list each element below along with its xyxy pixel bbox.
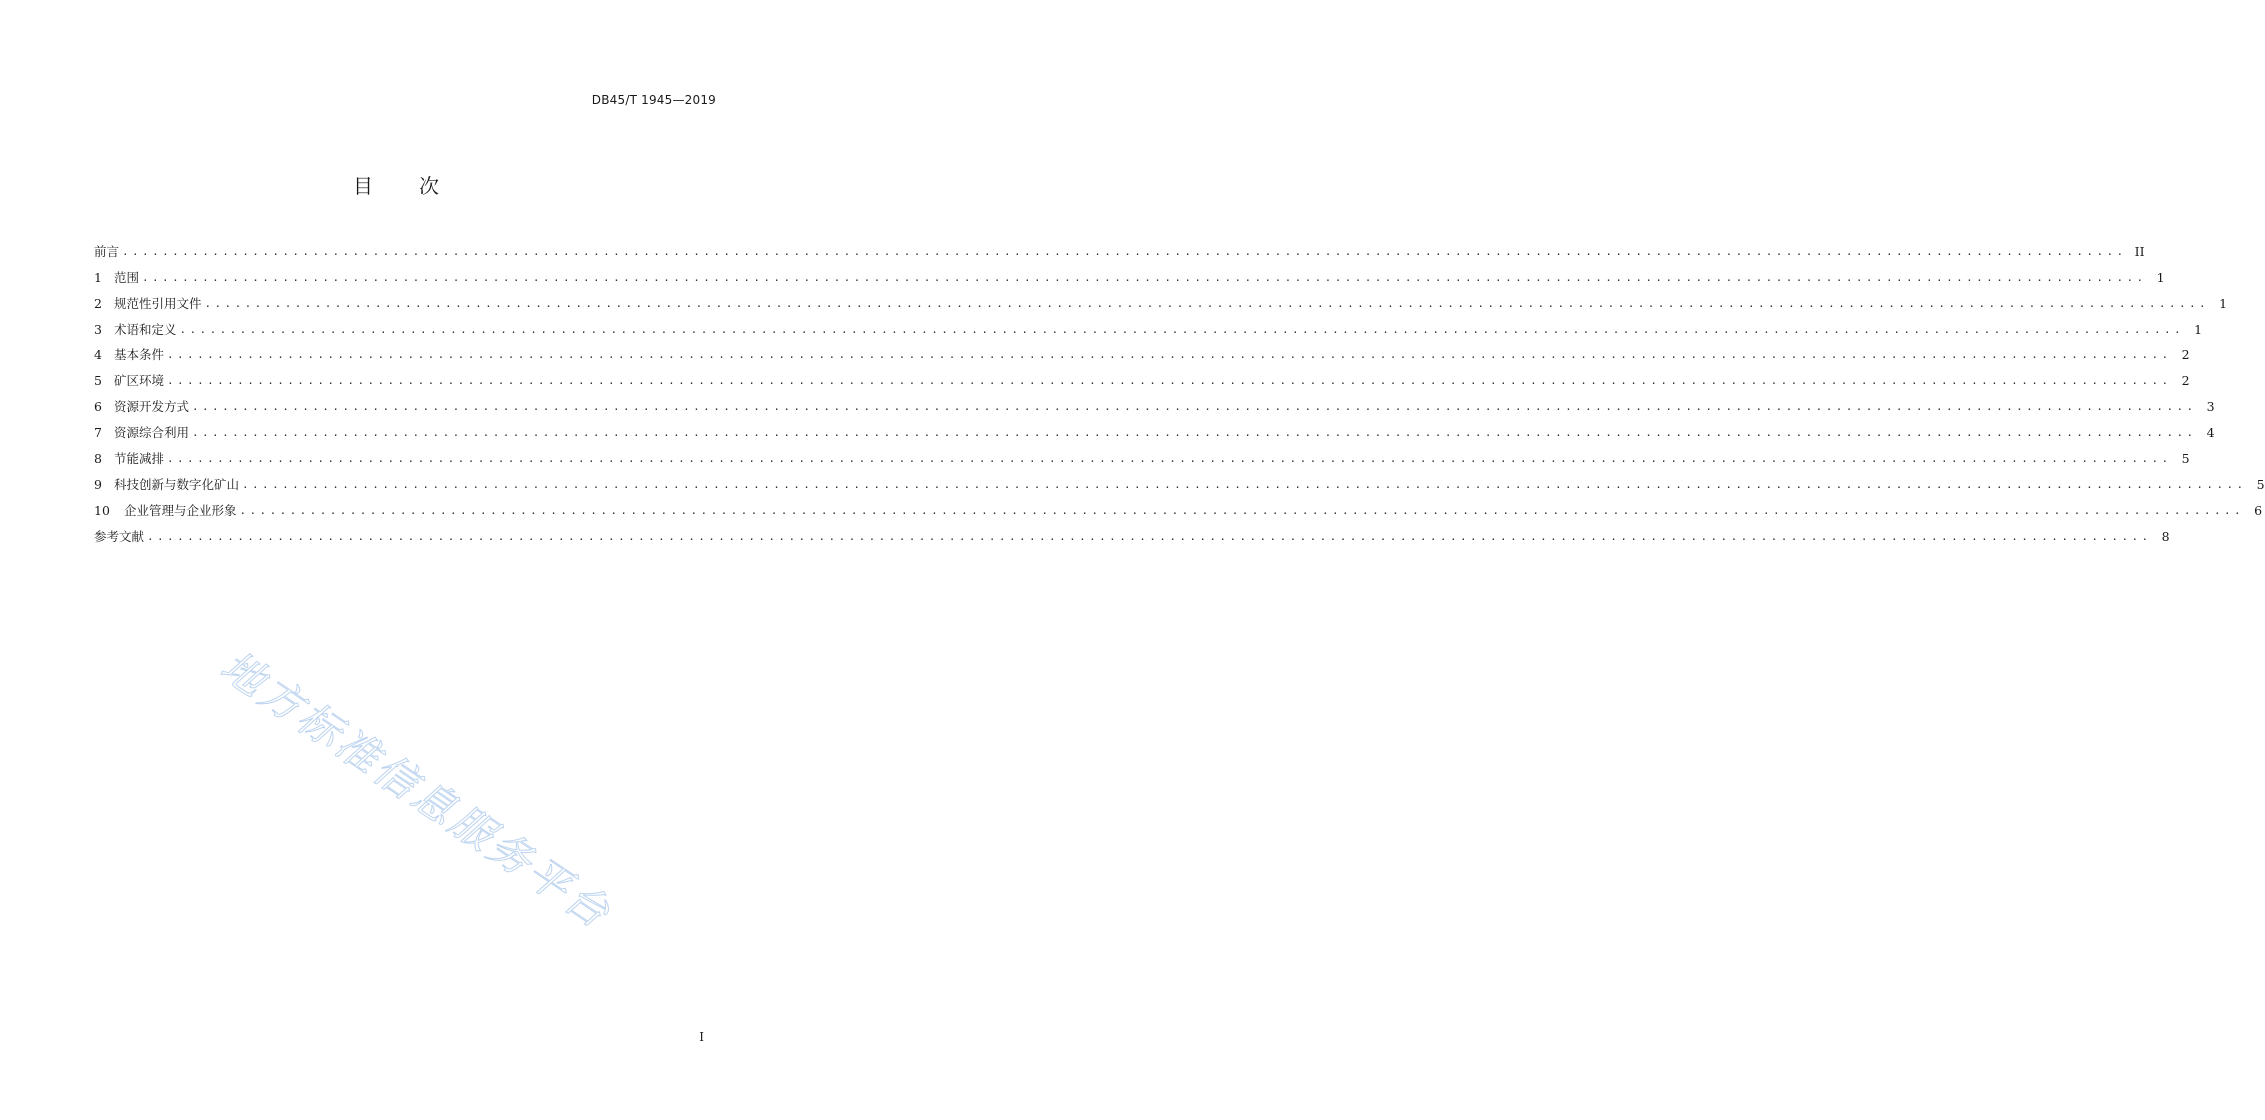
toc-entry-2[interactable] <box>94 288 2228 314</box>
toc-entry-label: 术语和定义 <box>114 321 177 337</box>
page-number: I <box>699 1030 704 1044</box>
toc-leader-dots: ........................................................................................................................................................................................................ <box>239 503 2245 517</box>
toc-entry-label: 企业管理与企业形象 <box>124 502 237 518</box>
toc-entry-page: 5 <box>2256 476 2265 492</box>
toc-entry-3[interactable] <box>94 314 2203 340</box>
toc-entry-5[interactable] <box>94 365 2190 391</box>
toc-entry-number: 2 <box>94 295 102 311</box>
toc-entry-number: 5 <box>94 373 102 389</box>
toc-entry-page: II <box>2134 243 2145 259</box>
toc-entry-label: 范围 <box>114 269 140 285</box>
toc-entry-page: 6 <box>2254 502 2263 518</box>
toc-leader-dots: ........................................................................................................................................................................................................ <box>142 270 2147 284</box>
toc-entry-8[interactable] <box>94 443 2190 469</box>
toc-entry-6[interactable] <box>94 391 2215 417</box>
toc-entry-page: 1 <box>2219 295 2228 311</box>
toc-entry-number: 9 <box>94 476 102 492</box>
document-code: DB45/T 1945—2019 <box>591 93 716 107</box>
toc-leader-dots: ........................................................................................................................................................................................................ <box>147 529 2152 543</box>
toc-entry-label: 规范性引用文件 <box>114 295 202 311</box>
toc-entry-number: 3 <box>94 321 102 337</box>
toc-entry-foreword[interactable] <box>94 236 2145 262</box>
toc-leader-dots: ........................................................................................................................................................................................................ <box>167 452 2172 466</box>
toc-entry-references[interactable] <box>94 521 2170 547</box>
toc-entry-page: 4 <box>2206 425 2215 441</box>
toc-entry-page: 2 <box>2181 373 2190 389</box>
toc-entry-number: 7 <box>94 425 102 441</box>
toc-title <box>0 174 792 198</box>
toc-entry-label: 资源综合利用 <box>114 425 190 441</box>
table-of-contents <box>94 236 2265 547</box>
toc-entry-label: 资源开发方式 <box>114 399 190 415</box>
toc-leader-dots: ........................................................................................................................................................................................................ <box>192 400 2197 414</box>
toc-entry-number: 8 <box>94 451 102 467</box>
toc-entry-7[interactable] <box>94 417 2215 443</box>
toc-leader-dots: ........................................................................................................................................................................................................ <box>179 322 2185 336</box>
toc-leader-dots: ........................................................................................................................................................................................................ <box>242 477 2247 491</box>
toc-entry-number: 6 <box>94 399 102 415</box>
toc-entry-label: 矿区环境 <box>114 373 165 389</box>
toc-entry-number: 10 <box>94 502 110 518</box>
toc-entry-label: 科技创新与数字化矿山 <box>114 476 240 492</box>
toc-entry-page: 1 <box>2194 321 2203 337</box>
watermark: 地方标准信息服务平台 <box>212 641 621 940</box>
toc-entry-9[interactable] <box>94 469 2265 495</box>
toc-entry-label: 参考文献 <box>94 528 145 544</box>
toc-title-part1: 目 <box>353 174 373 198</box>
toc-leader-dots: ........................................................................................................................................................................................................ <box>204 296 2210 310</box>
toc-entry-1[interactable] <box>94 262 2165 288</box>
toc-entry-number: 4 <box>94 347 102 363</box>
toc-entry-4[interactable] <box>94 340 2190 366</box>
toc-entry-page: 8 <box>2161 528 2170 544</box>
toc-entry-page: 5 <box>2181 451 2190 467</box>
toc-leader-dots: ........................................................................................................................................................................................................ <box>167 348 2172 362</box>
toc-leader-dots: ........................................................................................................................................................................................................ <box>192 426 2197 440</box>
toc-entry-label: 基本条件 <box>114 347 165 363</box>
toc-entry-page: 2 <box>2181 347 2190 363</box>
toc-entry-label: 前言 <box>94 243 120 259</box>
toc-entry-10[interactable] <box>94 495 2263 521</box>
toc-entry-number: 1 <box>94 269 102 285</box>
toc-leader-dots: ........................................................................................................................................................................................................ <box>122 244 2127 258</box>
toc-entry-page: 3 <box>2206 399 2215 415</box>
toc-title-part2: 次 <box>419 174 439 198</box>
toc-entry-page: 1 <box>2156 269 2165 285</box>
toc-leader-dots: ........................................................................................................................................................................................................ <box>167 374 2172 388</box>
toc-entry-label: 节能减排 <box>114 451 165 467</box>
